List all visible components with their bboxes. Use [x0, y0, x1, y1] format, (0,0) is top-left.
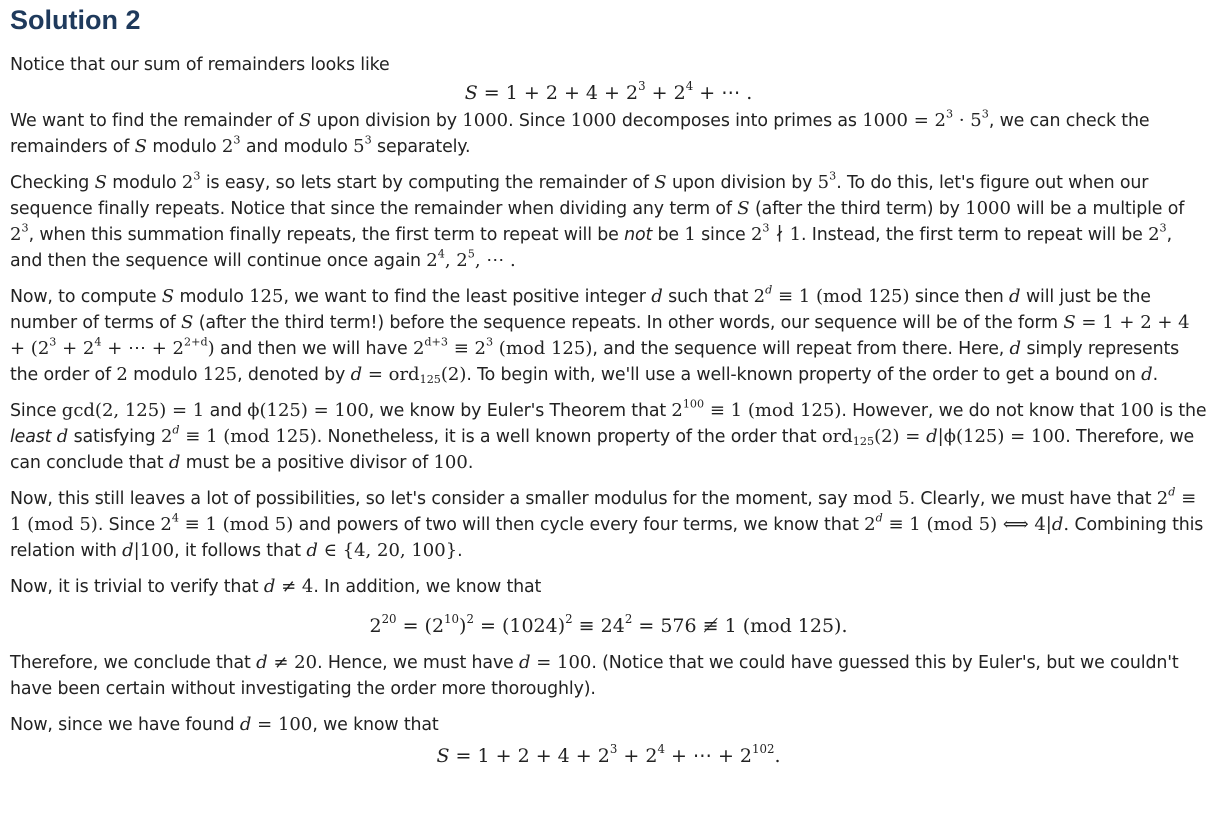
exponent: 3 — [193, 169, 201, 183]
math: |100 — [133, 540, 175, 561]
math: (2) — [440, 364, 467, 385]
math-var: S — [94, 172, 107, 193]
paragraph-order-definition — [10, 284, 1207, 388]
paragraph-trivial — [10, 574, 1207, 600]
math: + ⋯ + 2 — [101, 338, 184, 359]
math: 1000 — [965, 198, 1011, 219]
text: upon division by — [311, 111, 463, 131]
math: 2 — [116, 364, 128, 385]
text: . Nonetheless, it is a well known property of the order that — [316, 427, 822, 447]
math-var: d — [651, 286, 663, 307]
math: 125 — [202, 364, 238, 385]
math-var: d — [239, 714, 252, 735]
text: modulo — [174, 287, 250, 307]
exponent: 3 — [49, 335, 57, 349]
text: modulo — [106, 173, 182, 193]
math: ≡ 1 (mod 125) — [179, 426, 317, 447]
exponent: 4 — [685, 79, 694, 94]
math: , 2 — [444, 250, 468, 271]
text: Notice that our sum of remainders looks like — [10, 55, 390, 75]
math: 2 — [369, 615, 382, 637]
math: ) — [207, 338, 215, 359]
math: 2 — [221, 136, 234, 157]
text: is the — [1153, 401, 1207, 421]
text: modulo — [127, 365, 203, 385]
text: , we want to find the least positive integer — [283, 287, 652, 307]
math-var: S — [737, 198, 750, 219]
math: , ⋯ . — [474, 250, 516, 271]
exponent: d+3 — [424, 335, 448, 349]
math-var: S — [298, 110, 312, 131]
math-var: d — [263, 576, 276, 597]
exponent: 5 — [467, 247, 475, 261]
math-var: d — [1141, 364, 1153, 385]
math: 2 — [10, 224, 22, 245]
math: · 5 — [953, 110, 982, 131]
math: = 1 + 2 + 4 + (2 — [10, 312, 1190, 359]
text: . Instead, the first term to repeat will be — [801, 225, 1149, 245]
math-var: d — [926, 426, 938, 447]
math: 1 — [684, 224, 696, 245]
text: , and the sequence will repeat from there. Here, — [592, 339, 1010, 359]
text: , we can check the remainders of — [10, 111, 1150, 157]
exponent: 3 — [609, 742, 618, 757]
paragraph-euler-theorem — [10, 398, 1207, 476]
exponent: 4 — [437, 247, 445, 261]
emphasis: not — [624, 225, 653, 245]
solution-heading: Solution 2 — [10, 5, 141, 35]
exponent: 2 — [466, 612, 474, 627]
math: 2 — [412, 338, 425, 359]
math: + 2 — [56, 338, 95, 359]
text: Now, to compute — [10, 287, 162, 307]
math: 100 — [433, 452, 468, 473]
subscript: 125 — [419, 372, 441, 386]
math: ord — [821, 426, 853, 447]
equation-2-pow-20 — [10, 600, 1207, 650]
exponent: 3 — [233, 133, 241, 147]
paragraph-found-d — [10, 712, 1207, 738]
exponent: d — [875, 511, 883, 525]
math: 100 — [1119, 400, 1154, 421]
text: . In addition, we know that — [313, 577, 542, 597]
paragraph-mod5 — [10, 486, 1207, 564]
text: , we know that — [312, 715, 439, 735]
text: and powers of two will then cycle every four terms, we know that — [293, 515, 865, 535]
math: = 576 ≢ 1 (mod 125). — [632, 615, 848, 637]
exponent: 4 — [94, 335, 102, 349]
text: . Hence, we must have — [317, 653, 519, 673]
math: . — [774, 745, 781, 767]
exponent: d — [765, 283, 773, 297]
text: decomposes into primes as — [616, 111, 863, 131]
exponent: 3 — [981, 107, 989, 121]
math: 2 — [426, 250, 438, 271]
exponent: 3 — [1159, 221, 1167, 235]
text: simply represents the order of — [10, 339, 1180, 385]
exponent: 3 — [485, 335, 494, 349]
math: = ord — [362, 364, 420, 385]
text: modulo — [146, 137, 222, 157]
exponent: 2 — [565, 612, 573, 627]
text: . Since — [508, 111, 571, 131]
math-var: S — [654, 172, 667, 193]
text: Therefore, we conclude that — [10, 653, 257, 673]
math-power — [353, 133, 372, 157]
text: . — [467, 453, 474, 473]
text: will just be the number of terms of — [10, 287, 1151, 333]
math: ∤ 1 — [769, 224, 802, 245]
exponent: 100 — [682, 397, 705, 411]
text: . To begin with, we'll use a well-known property of the order to get a bound on — [466, 365, 1142, 385]
math-var: d — [350, 364, 363, 385]
text: such that — [662, 287, 754, 307]
math-var: S — [134, 136, 147, 157]
text: and modulo — [240, 137, 354, 157]
math: 125 — [249, 286, 284, 307]
exponent: 20 — [381, 612, 397, 627]
math: (2) = — [874, 426, 927, 447]
math-var: d — [256, 652, 268, 673]
math: 2 — [181, 172, 194, 193]
math: ≡ 24 — [572, 615, 625, 637]
text: Now, since we have found — [10, 715, 240, 735]
exponent: 3 — [21, 221, 29, 235]
text: . Therefore, we can conclude that — [10, 427, 1195, 473]
math: ≡ 1 (mod 5) — [10, 488, 1197, 535]
math: |ϕ(125) = 100 — [937, 426, 1066, 447]
math: ϕ(125) = 100 — [247, 400, 369, 421]
math-var: d — [1009, 286, 1021, 307]
equation-sum-definition — [10, 78, 1207, 108]
exponent: 2 — [624, 612, 633, 627]
math-var: S — [436, 745, 450, 767]
math: + 2 — [617, 745, 658, 767]
math: 5 — [353, 136, 365, 157]
text: . Since — [97, 515, 161, 535]
math-var: d — [518, 652, 531, 673]
exponent: 3 — [762, 221, 770, 235]
text: , denoted by — [237, 365, 351, 385]
math-var: d — [122, 540, 134, 561]
math: = 100 — [530, 652, 592, 673]
text: Since — [10, 401, 62, 421]
text: , it follows that — [174, 541, 307, 561]
math: 1000 — [570, 110, 617, 131]
math: ≠ 20 — [267, 652, 318, 673]
exponent: 4 — [657, 742, 665, 757]
math-power — [221, 133, 241, 157]
text: , when this summation finally repeats, the first term to repeat will be — [28, 225, 625, 245]
text: Now, this still leaves a lot of possibilities, so let's consider a smaller modulus for the moment, say — [10, 489, 853, 509]
math: 2 — [750, 224, 763, 245]
equation-final-sum — [10, 738, 1207, 772]
exponent: 102 — [752, 742, 775, 757]
math: ≡ 2 — [447, 338, 486, 359]
text: . — [1152, 365, 1159, 385]
text: be — [652, 225, 685, 245]
math: 2 — [1148, 224, 1160, 245]
paragraph-conclusion — [10, 650, 1207, 702]
text: . (Notice that we could have guessed this by Euler's, but we couldn't have been certain without investigating the order more thoroughly). — [10, 653, 1179, 699]
paragraph-intro — [10, 52, 1207, 78]
exponent: 10 — [444, 612, 460, 627]
math: 1000 = 2 — [862, 110, 946, 131]
text: We want to find the remainder of — [10, 111, 299, 131]
math: 2 — [1156, 488, 1169, 509]
math: + 2 — [645, 82, 686, 104]
text: is easy, so lets start by computing the remainder of — [200, 173, 655, 193]
math: = 100 — [251, 714, 313, 735]
math: ≡ 1 (mod 125) — [772, 286, 910, 307]
text: . — [457, 541, 463, 561]
text: satisfying — [68, 427, 161, 447]
exponent: d — [1168, 485, 1176, 499]
math-var: S — [464, 82, 478, 104]
text: . To do this, let's figure out when our sequence finally repeats. Notice that since the remainder when dividing any term of — [10, 173, 1149, 219]
math-var: S — [1063, 312, 1076, 333]
math: 2 — [160, 426, 173, 447]
text: must be a positive divisor of — [180, 453, 434, 473]
math: = (2 — [396, 615, 445, 637]
text: since then — [909, 287, 1010, 307]
subscript: 125 — [852, 434, 875, 448]
exponent: d — [172, 423, 180, 437]
text: will be a multiple of — [1010, 199, 1185, 219]
text: Checking — [10, 173, 95, 193]
math: ) — [459, 615, 467, 637]
text: separately. — [371, 137, 471, 157]
emphasis: least — [10, 427, 52, 447]
exponent: 3 — [946, 107, 954, 121]
math-var: d — [168, 452, 181, 473]
paragraph-decomposition — [10, 108, 1207, 160]
math: 2 — [160, 514, 172, 535]
math: ≡ 1 (mod 5) ⟺ 4| — [882, 514, 1052, 535]
text: Now, it is trivial to verify that — [10, 577, 264, 597]
exponent: 3 — [829, 169, 837, 183]
math-var: d — [306, 540, 318, 561]
text: and then we will have — [214, 339, 413, 359]
math: 2 — [671, 400, 683, 421]
paragraph-sequence-repeat — [10, 170, 1207, 274]
math: ≡ 1 (mod 5) — [178, 514, 294, 535]
math: + ⋯ + 2 — [664, 745, 753, 767]
math: 2 — [753, 286, 766, 307]
math: ≡ 1 (mod 125) — [704, 400, 842, 421]
math-factorization — [862, 107, 989, 131]
text: , and then the sequence will continue once again — [10, 225, 1173, 271]
exponent: 3 — [638, 79, 646, 94]
exponent: 3 — [364, 133, 372, 147]
math-var: S — [181, 312, 194, 333]
exponent: 2+d — [184, 335, 208, 349]
text: upon division by — [666, 173, 818, 193]
text: since — [695, 225, 751, 245]
math-var: d — [56, 426, 69, 447]
math: 5 — [817, 172, 830, 193]
text: . Clearly, we must have that — [909, 489, 1157, 509]
text: Combining this relation with — [10, 515, 1204, 561]
math: + ⋯ . — [693, 82, 753, 104]
text: , we know by Euler's Theorem that — [368, 401, 672, 421]
math: ∈ {4, 20, 100} — [317, 540, 458, 561]
math: = 1 + 2 + 4 + 2 — [449, 745, 610, 767]
math-var: S — [161, 286, 175, 307]
math: . — [1063, 514, 1070, 535]
math: = 1 + 2 + 4 + 2 — [477, 82, 639, 104]
math: 1000 — [462, 110, 509, 131]
text: (after the third term) by — [749, 199, 966, 219]
math-var: d — [1009, 338, 1022, 359]
math: gcd(2, 125) = 1 — [61, 400, 205, 421]
math: 2 — [864, 514, 876, 535]
text: and — [204, 401, 248, 421]
math-var: d — [1051, 514, 1064, 535]
exponent: 4 — [171, 511, 179, 525]
text: . However, we do not know that — [841, 401, 1120, 421]
math: = (1024) — [473, 615, 566, 637]
math: mod 5 — [852, 488, 910, 509]
math: ≠ 4 — [275, 576, 314, 597]
math: (mod 125) — [493, 338, 593, 359]
text: (after the third term!) before the sequence repeats. In other words, our sequence will be of the form — [193, 313, 1064, 333]
